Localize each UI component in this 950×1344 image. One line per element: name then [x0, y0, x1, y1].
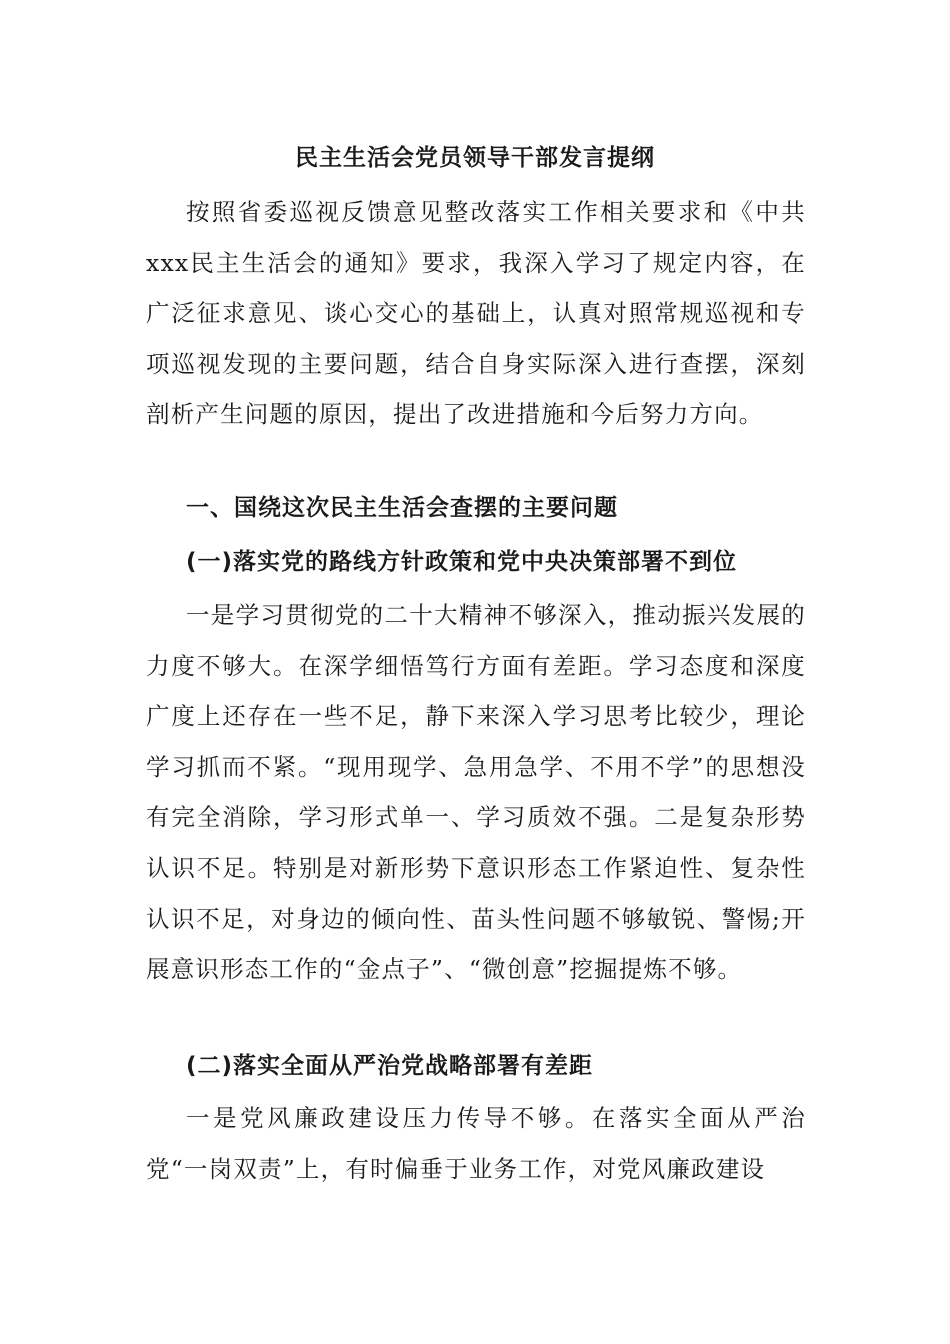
subsection-heading-2: (二)落实全面从严治党战略部署有差距 [186, 1053, 594, 1079]
section-heading-1: 一、国绕这次民主生活会查摆的主要问题 [186, 495, 618, 521]
intro-paragraph: 按照省委巡视反馈意见整改落实工作相关要求和《中共xxx民主生活会的通知》要求，我深入学习了规定内容，在广泛征求意见、谈心交心的基础上，认真对照常规巡视和专项巡视发现的主要问题，结合自身实际深入进行查摆，深刻剖析产生问题的原因，提出了改进措施和今后努力方向。 [146, 198, 806, 429]
subsection-2-paragraph: 一是党风廉政建设压力传导不够。在落实全面从严治党“一岗双责”上，有时偏垂于业务工作，对党风廉政建设 [146, 1104, 806, 1183]
document-title: 民主生活会党员领导干部发言提纲 [295, 145, 655, 171]
subsection-1-paragraph: 一是学习贯彻党的二十大精神不够深入，推动振兴发展的力度不够大。在深学细悟笃行方面有差距。学习态度和深度广度上还存在一些不足，静下来深入学习思考比较少，理论学习抓而不紧。“现用现学、急用急学、不用不学”的思想没有完全消除，学习形式单一、学习质效不强。二是复杂形势认识不足。特别是对新形势下意识形态工作紧迫性、复杂性认识不足，对身边的倾向性、苗头性问题不够敏锐、警惕;开展意识形态工作的“金点子”、“微创意”挖掘提炼不够。 [146, 601, 806, 984]
subsection-heading-1: (一)落实党的路线方针政策和党中央决策部署不到位 [186, 549, 738, 575]
